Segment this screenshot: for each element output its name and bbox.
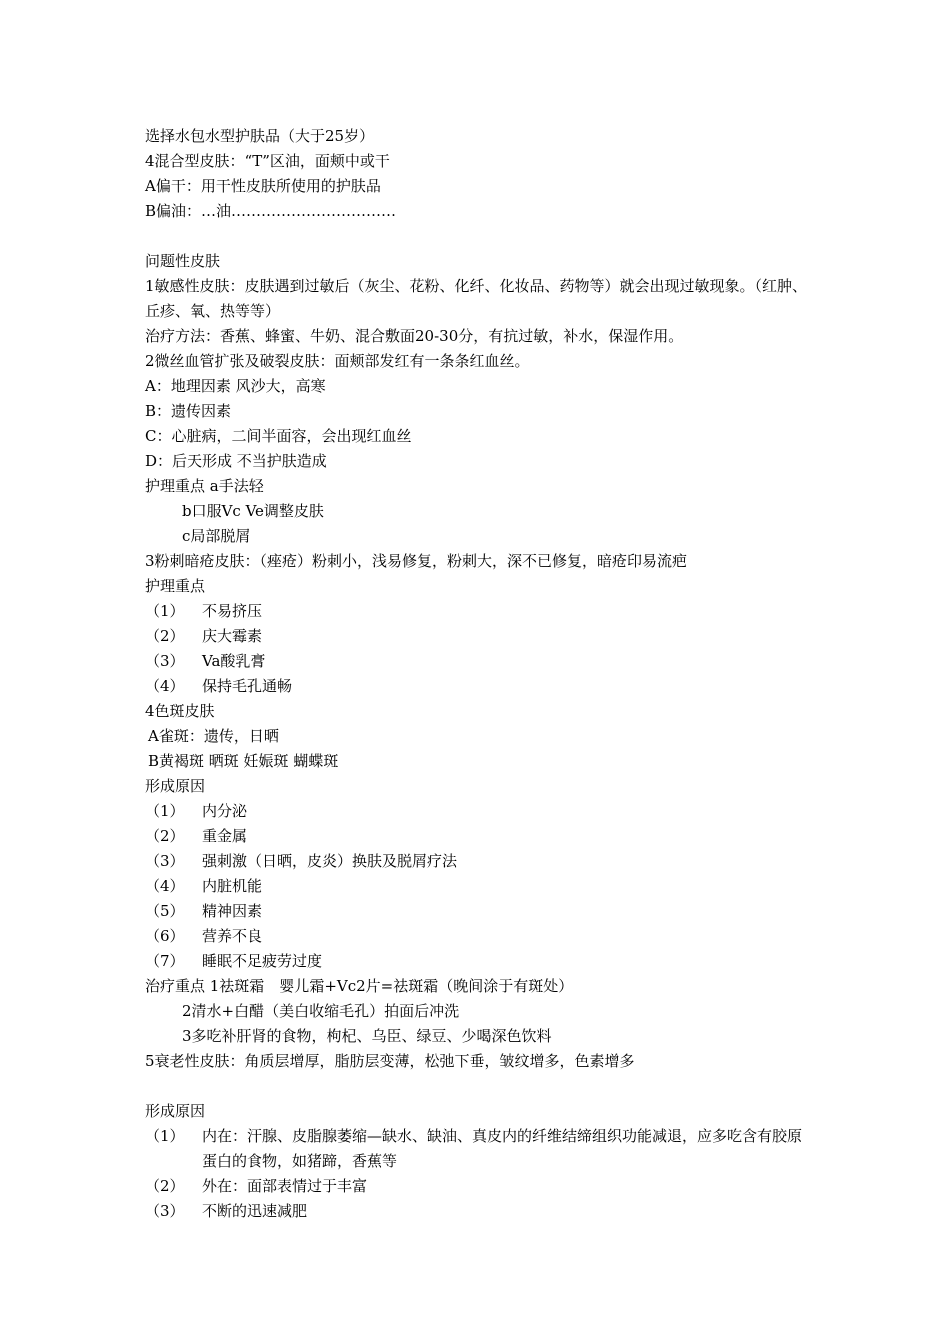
list-number: （1） xyxy=(145,1127,185,1145)
acne-skin-heading: 3粉刺暗疮皮肤：（痤疮）粉刺小，浅易修复，粉刺大，深不已修复，暗疮印易流疤 xyxy=(145,552,688,570)
treatment-line: 治疗重点 1祛斑霜 婴儿霜+Vc2片=祛斑霜（晚间涂于有斑处） xyxy=(145,977,574,995)
list-number: （2） xyxy=(145,1177,185,1195)
list-item xyxy=(145,799,815,824)
cause-line: D：后天形成 不当护肤造成 xyxy=(145,452,327,470)
treatment-line: 2清水+白醋（美白收缩毛孔）拍面后冲洗 xyxy=(182,1002,460,1020)
list-item xyxy=(145,899,815,924)
list-number: （3） xyxy=(145,1202,185,1220)
list-text: 强刺激（日晒，皮炎）换肤及脱屑疗法 xyxy=(202,852,458,870)
text-line: 选择水包水型护肤品（大于25岁） xyxy=(145,127,375,145)
list-number: （2） xyxy=(145,627,185,645)
list-number: （7） xyxy=(145,952,185,970)
list-text: 内分泌 xyxy=(202,802,248,820)
list-number: （1） xyxy=(145,602,185,620)
list-number: （3） xyxy=(145,652,185,670)
cause-line: B：遗传因素 xyxy=(145,402,232,420)
list-item xyxy=(145,624,815,649)
list-text: 庆大霉素 xyxy=(202,627,263,645)
list-text: Va酸乳膏 xyxy=(202,652,266,670)
list-text: 不易挤压 xyxy=(202,602,263,620)
aging-skin-heading: 5衰老性皮肤：角质层增厚，脂肪层变薄，松弛下垂，皱纹增多，色素增多 xyxy=(145,1052,635,1070)
list-text: 外在：面部表情过于丰富 xyxy=(202,1177,368,1195)
list-number: （2） xyxy=(145,827,185,845)
list-item xyxy=(145,874,815,899)
list-text: 内在：汗腺、皮脂腺萎缩—缺水、缺油、真皮内的纤维结缔组织功能减退，应多吃含有胶原蛋白的食物，如猪蹄，香蕉等 xyxy=(202,1127,803,1170)
list-item xyxy=(145,674,815,699)
list-item xyxy=(145,849,815,874)
document-page xyxy=(145,124,815,1224)
blank-line xyxy=(145,224,815,249)
cause-heading: 形成原因 xyxy=(145,777,206,795)
list-text: 精神因素 xyxy=(202,902,263,920)
list-number: （6） xyxy=(145,927,185,945)
list-number: （5） xyxy=(145,902,185,920)
text-line: A偏干：用干性皮肤所使用的护肤品 xyxy=(145,177,381,195)
care-focus-line: 护理重点 a手法轻 xyxy=(145,477,264,495)
care-focus-line: b口服Vc Ve调整皮肤 xyxy=(182,502,324,520)
list-item xyxy=(145,649,815,674)
cause-line: C：心脏病，二间半面容，会出现红血丝 xyxy=(145,427,412,445)
list-item xyxy=(145,924,815,949)
cause-heading: 形成原因 xyxy=(145,1102,206,1120)
blank-line xyxy=(145,1074,815,1099)
list-number: （4） xyxy=(145,677,185,695)
list-text: 保持毛孔通畅 xyxy=(202,677,293,695)
list-text: 不断的迅速减肥 xyxy=(202,1202,308,1220)
care-focus-heading: 护理重点 xyxy=(145,577,206,595)
capillary-skin-heading: 2微丝血管扩张及破裂皮肤：面颊部发红有一条条红血丝。 xyxy=(145,352,530,370)
list-item xyxy=(145,1174,815,1199)
list-item xyxy=(145,1199,815,1224)
care-focus-line: c局部脱屑 xyxy=(182,527,251,545)
list-text: 内脏机能 xyxy=(202,877,263,895)
text-line: B偏油：…油…………………………… xyxy=(145,202,397,220)
list-item xyxy=(145,949,815,974)
list-number: （1） xyxy=(145,802,185,820)
treatment-line: 3多吃补肝肾的食物，枸杞、乌臣、绿豆、少喝深色饮料 xyxy=(182,1027,552,1045)
sensitive-skin-paragraph: 1敏感性皮肤：皮肤遇到过敏后（灰尘、花粉、化纤、化妆品、药物等）就会出现过敏现象。（红肿、丘疹、氧、热等等） xyxy=(145,277,808,320)
sensitive-treatment-line: 治疗方法：香蕉、蜂蜜、牛奶、混合敷面20-30分，有抗过敏，补水，保湿作用。 xyxy=(145,327,684,345)
list-item xyxy=(145,599,815,624)
list-number: （4） xyxy=(145,877,185,895)
pigment-skin-heading: 4色斑皮肤 xyxy=(145,702,215,720)
list-text: 睡眠不足疲劳过度 xyxy=(202,952,323,970)
list-item xyxy=(145,1124,815,1174)
list-text: 重金属 xyxy=(202,827,248,845)
combination-skin-heading: 4混合型皮肤：“T”区油，面颊中或干 xyxy=(145,152,390,170)
list-number: （3） xyxy=(145,852,185,870)
pigment-type-line: B黄褐斑 晒斑 妊娠斑 蝴蝶斑 xyxy=(148,752,339,770)
cause-line: A：地理因素 风沙大，高寒 xyxy=(145,377,326,395)
list-item xyxy=(145,824,815,849)
problem-skin-heading: 问题性皮肤 xyxy=(145,252,221,270)
pigment-type-line: A雀斑：遗传，日晒 xyxy=(148,727,279,745)
list-text: 营养不良 xyxy=(202,927,263,945)
